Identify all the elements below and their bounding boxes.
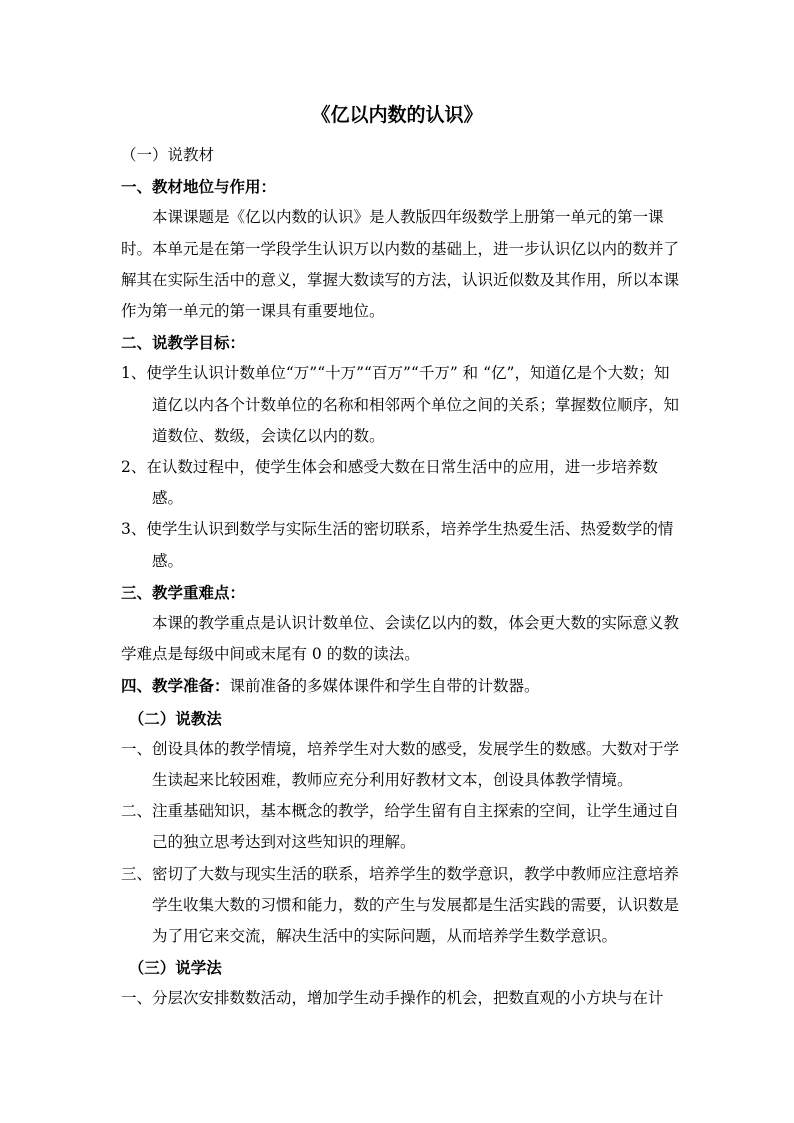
goal-item-2: 2、在认数过程中，使学生体会和感受大数在日常生活中的应用，进一步培养数感。 xyxy=(121,458,658,508)
method-item-1: 一、创设具体的教学情境，培养学生对大数的感受，发展学生的数感。大数对于学生读起来比较困难，教师应充分利用好教材文本，创设具体教学情境。 xyxy=(121,739,680,790)
preparation-text: 课前准备的多媒体课件和学生自带的计数器。 xyxy=(229,677,540,696)
heading-teaching-goals: 二、说教学目标： xyxy=(121,333,246,353)
heading-textbook-role: 一、教材地位与作用： xyxy=(121,177,277,197)
document-title: 《亿以内数的认识》 xyxy=(311,104,483,126)
heading-preparation: 四、教学准备： xyxy=(121,676,230,696)
method-item-2: 二、注重基础知识，基本概念的教学，给学生留有自主探索的空间，让学生通过自己的独立思考达到对这些知识的理解。 xyxy=(121,802,680,852)
learning-item-1: 一、分层次安排数数活动，增加学生动手操作的机会，把数直观的小方块与在计 xyxy=(121,989,664,1008)
paragraph-key-points: 本课的教学重点是认识计数单位、会读亿以内的数，体会更大数的实际意义教学难点是每级中间或末尾有 0 的数的读法。 xyxy=(121,614,680,664)
teaching-preparation xyxy=(121,670,681,702)
document-body xyxy=(121,140,681,1015)
goal-item-1: 1、使学生认识计数单位“万”“十万”“百万”“千万” 和 “亿”，知道亿是个大数；知道亿以内各个计数单位的名称和相邻两个单位之间的关系；掌握数位顺序，知道数位、数级，会读亿以内的数。 xyxy=(121,364,680,445)
section-heading-textbook: （一）说教材 xyxy=(121,146,215,164)
section-heading-methods: （二）说教法 xyxy=(128,708,222,728)
method-item-3: 三、密切了大数与现实生活的联系，培养学生的数学意识，教学中教师应注意培养学生收集大数的习惯和能力，数的产生与发展都是生活实践的需要，认识数是为了用它来交流，解决生活中的实际问题，从而培养学生数学意识。 xyxy=(121,864,680,946)
goal-item-3: 3、使学生认识到数学与实际生活的密切联系，培养学生热爱生活、热爱数学的情感。 xyxy=(121,520,674,570)
heading-key-points: 三、教学重难点： xyxy=(121,582,246,602)
paragraph-textbook-role: 本课课题是《亿以内数的认识》是人教版四年级数学上册第一单元的第一课时。本单元是在第一学段学生认识万以内数的基础上，进一步认识亿以内的数并了解其在实际生活中的意义，掌握大数读写的方法，认识近似数及其作用，所以本课作为第一单元的第一课具有重要地位。 xyxy=(121,208,680,321)
section-heading-learning: （三）说学法 xyxy=(128,958,222,978)
